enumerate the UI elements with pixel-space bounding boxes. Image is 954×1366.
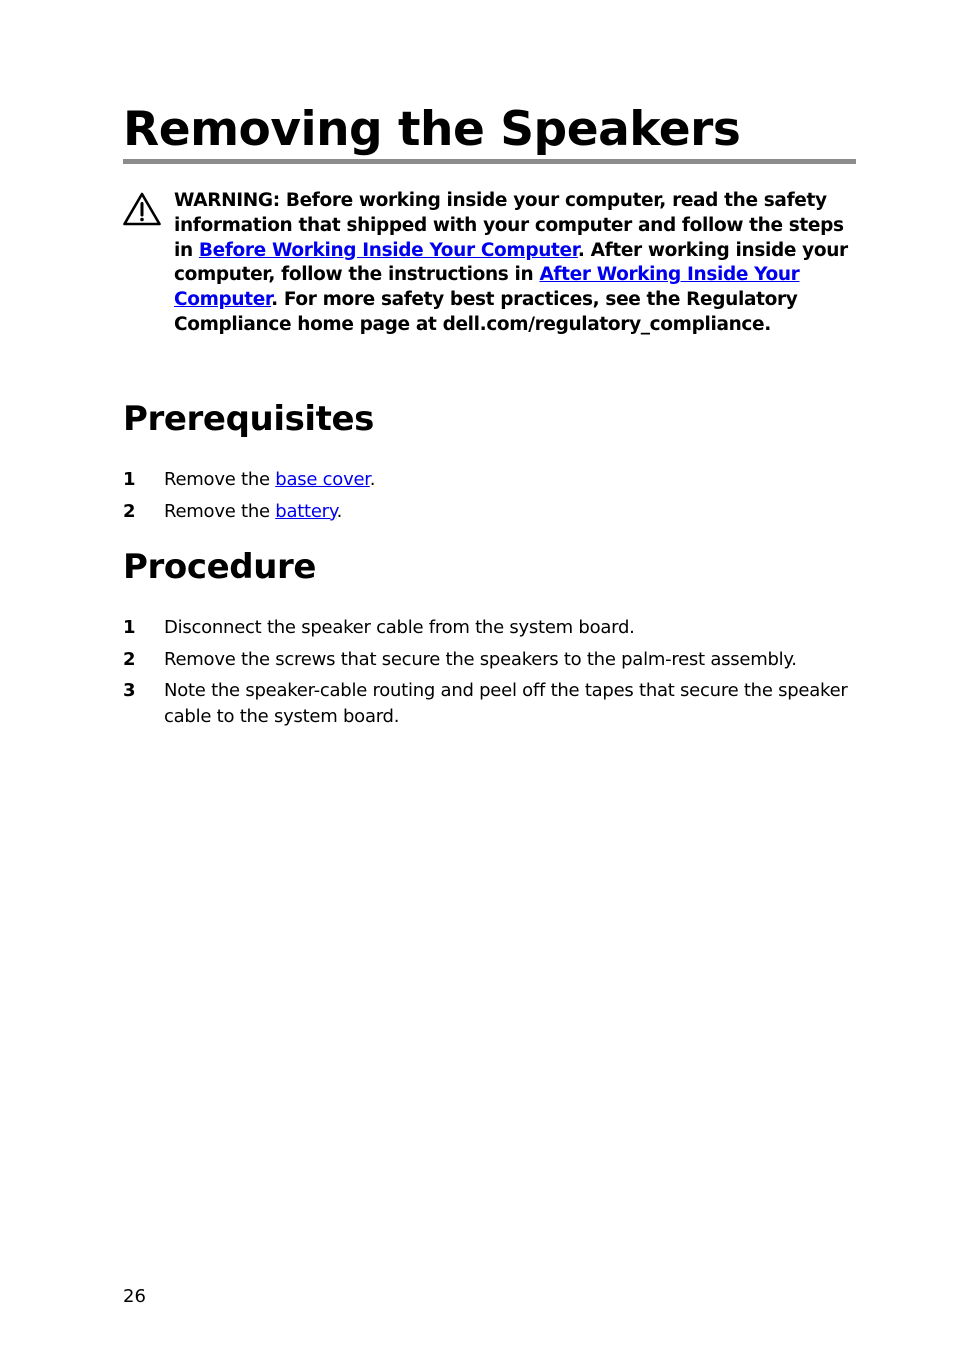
prerequisite-step (123, 467, 853, 493)
step-number: 1 (123, 469, 136, 490)
procedure-step (123, 615, 853, 641)
step-text: . (336, 500, 343, 522)
step-text: Remove the screws that secure the speakers to the palm-rest assembly. (164, 648, 797, 670)
step-text: . (369, 469, 376, 490)
procedure-heading: Procedure (123, 547, 317, 587)
step-text: Disconnect the speaker cable from the system board. (164, 617, 635, 638)
warning-text-segment: . For more safety best practices, see the Regulatory Compliance home page at dell.com/regulatory_compliance. (174, 289, 798, 335)
step-text: Remove the (164, 500, 276, 522)
after-working-inside-link[interactable]: After Working Inside Your Computer (174, 264, 800, 311)
prerequisite-step (123, 499, 853, 525)
step-number: 3 (123, 680, 136, 701)
step-text: Note the speaker-cable routing and peel off the tapes that secure the speaker cable to the system board. (164, 680, 848, 727)
step-text: Remove the (164, 469, 276, 490)
warning-triangle-icon (123, 192, 161, 226)
prerequisites-list (123, 467, 853, 530)
procedure-step (123, 678, 853, 729)
step-number: 1 (123, 617, 136, 638)
battery-link[interactable]: battery (275, 500, 337, 522)
prerequisites-heading: Prerequisites (123, 399, 375, 439)
procedure-step (123, 647, 853, 673)
page-number: 26 (123, 1286, 146, 1307)
warning-text-segment: WARNING: Before working inside your computer, read the safety information that shipped with your computer and follow the steps in (174, 190, 844, 261)
step-number: 2 (123, 500, 136, 522)
page-title: Removing the Speakers (123, 102, 741, 157)
step-number: 2 (123, 648, 136, 670)
base-cover-link[interactable]: base cover (275, 469, 370, 490)
warning-text (174, 189, 854, 338)
procedure-list (123, 615, 853, 735)
warning-text-segment: . After working inside your computer, follow the instructions in (174, 239, 848, 286)
title-rule (123, 159, 856, 164)
before-working-inside-link[interactable]: Before Working Inside Your Computer (198, 239, 578, 261)
